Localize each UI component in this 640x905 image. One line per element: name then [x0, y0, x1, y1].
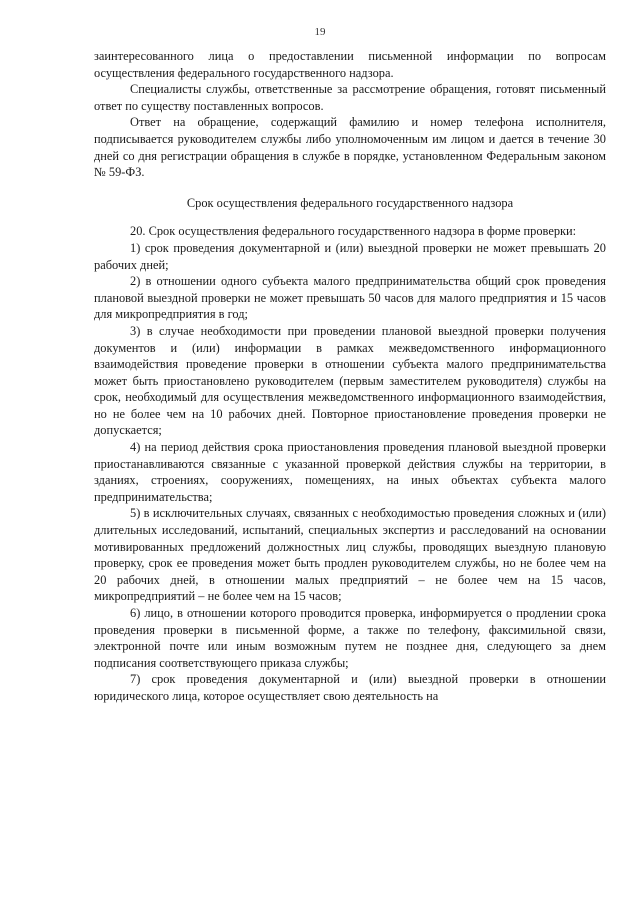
list-item-6: 6) лицо, в отношении которого проводится проверка, информируется о продлении срока проведения проверки в письменной форме, а также по телефону, факсимильной связи, электронной почте или иным возможным путем не позднее дня, следующего за днем подписания соответствующего приказа службы; — [94, 606, 606, 670]
list-item-1: 1) срок проведения документарной и (или) выездной проверки не может превышать 20 рабочих дней; — [94, 240, 606, 272]
page-number: 19 — [314, 26, 326, 38]
document-body — [94, 48, 606, 705]
list-item-3: 3) в случае необходимости при проведении плановой выездной проверки получения документов и (или) информации в рамках межведомственного информационного взаимодействия проведение проверки в отношении субъекта малого предпринимательства может быть приостановлено руководителем (первым заместителем руководителя) службы на срок, необходимый для осуществления межведомственного информационного взаимодействия, но не более чем на 10 рабочих дней. Повторное приостановление проведения проверки не допускается; — [94, 323, 606, 438]
paragraph-continuation: заинтересованного лица о предоставлении письменной информации по вопросам осуществления федерального государственного надзора. — [94, 49, 606, 80]
list-item-7: 7) срок проведения документарной и (или) выездной проверки в отношении юридического лица, которое осуществляет свою деятельность на — [94, 672, 606, 703]
list-item-4: 4) на период действия срока приостановления проведения плановой выездной проверки приостанавливаются связанные с указанной проверкой действия службы на территории, в зданиях, строениях, сооружениях, помещениях, на иных объектах субъекта малого предпринимательства; — [94, 440, 606, 504]
list-item-5: 5) в исключительных случаях, связанных с необходимостью проведения сложных и (или) длительных исследований, испытаний, специальных экспертиз и расследований на основании мотивированных предложений должностных лиц службы, проводящих выездную плановую проверку, срок ее проведения может быть продлен руководителем службы, но не более чем на 20 рабочих дней, в отношении малых предприятий – не более чем на 15 часов, микропредприятий – не более чем на 15 часов; — [94, 506, 606, 604]
paragraph-specialists: Специалисты службы, ответственные за рассмотрение обращения, готовят письменный ответ по существу поставленных вопросов. — [94, 82, 606, 113]
section-title: Срок осуществления федерального государственного надзора — [186, 195, 514, 210]
paragraph-20: 20. Срок осуществления федерального государственного надзора в форме проверки: — [130, 224, 577, 239]
list-item-2: 2) в отношении одного субъекта малого предпринимательства общий срок проведения плановой выездной проверки не может превышать 50 часов для малого предприятия и 15 часов для микропредприятия в год; — [94, 274, 606, 322]
paragraph-answer: Ответ на обращение, содержащий фамилию и номер телефона исполнителя, подписывается руководителем службы либо уполномоченным им лицом и дается в течение 30 дней со дня регистрации обращения в службе в порядке, установленном Федеральным законом № 59-ФЗ. — [94, 115, 606, 180]
